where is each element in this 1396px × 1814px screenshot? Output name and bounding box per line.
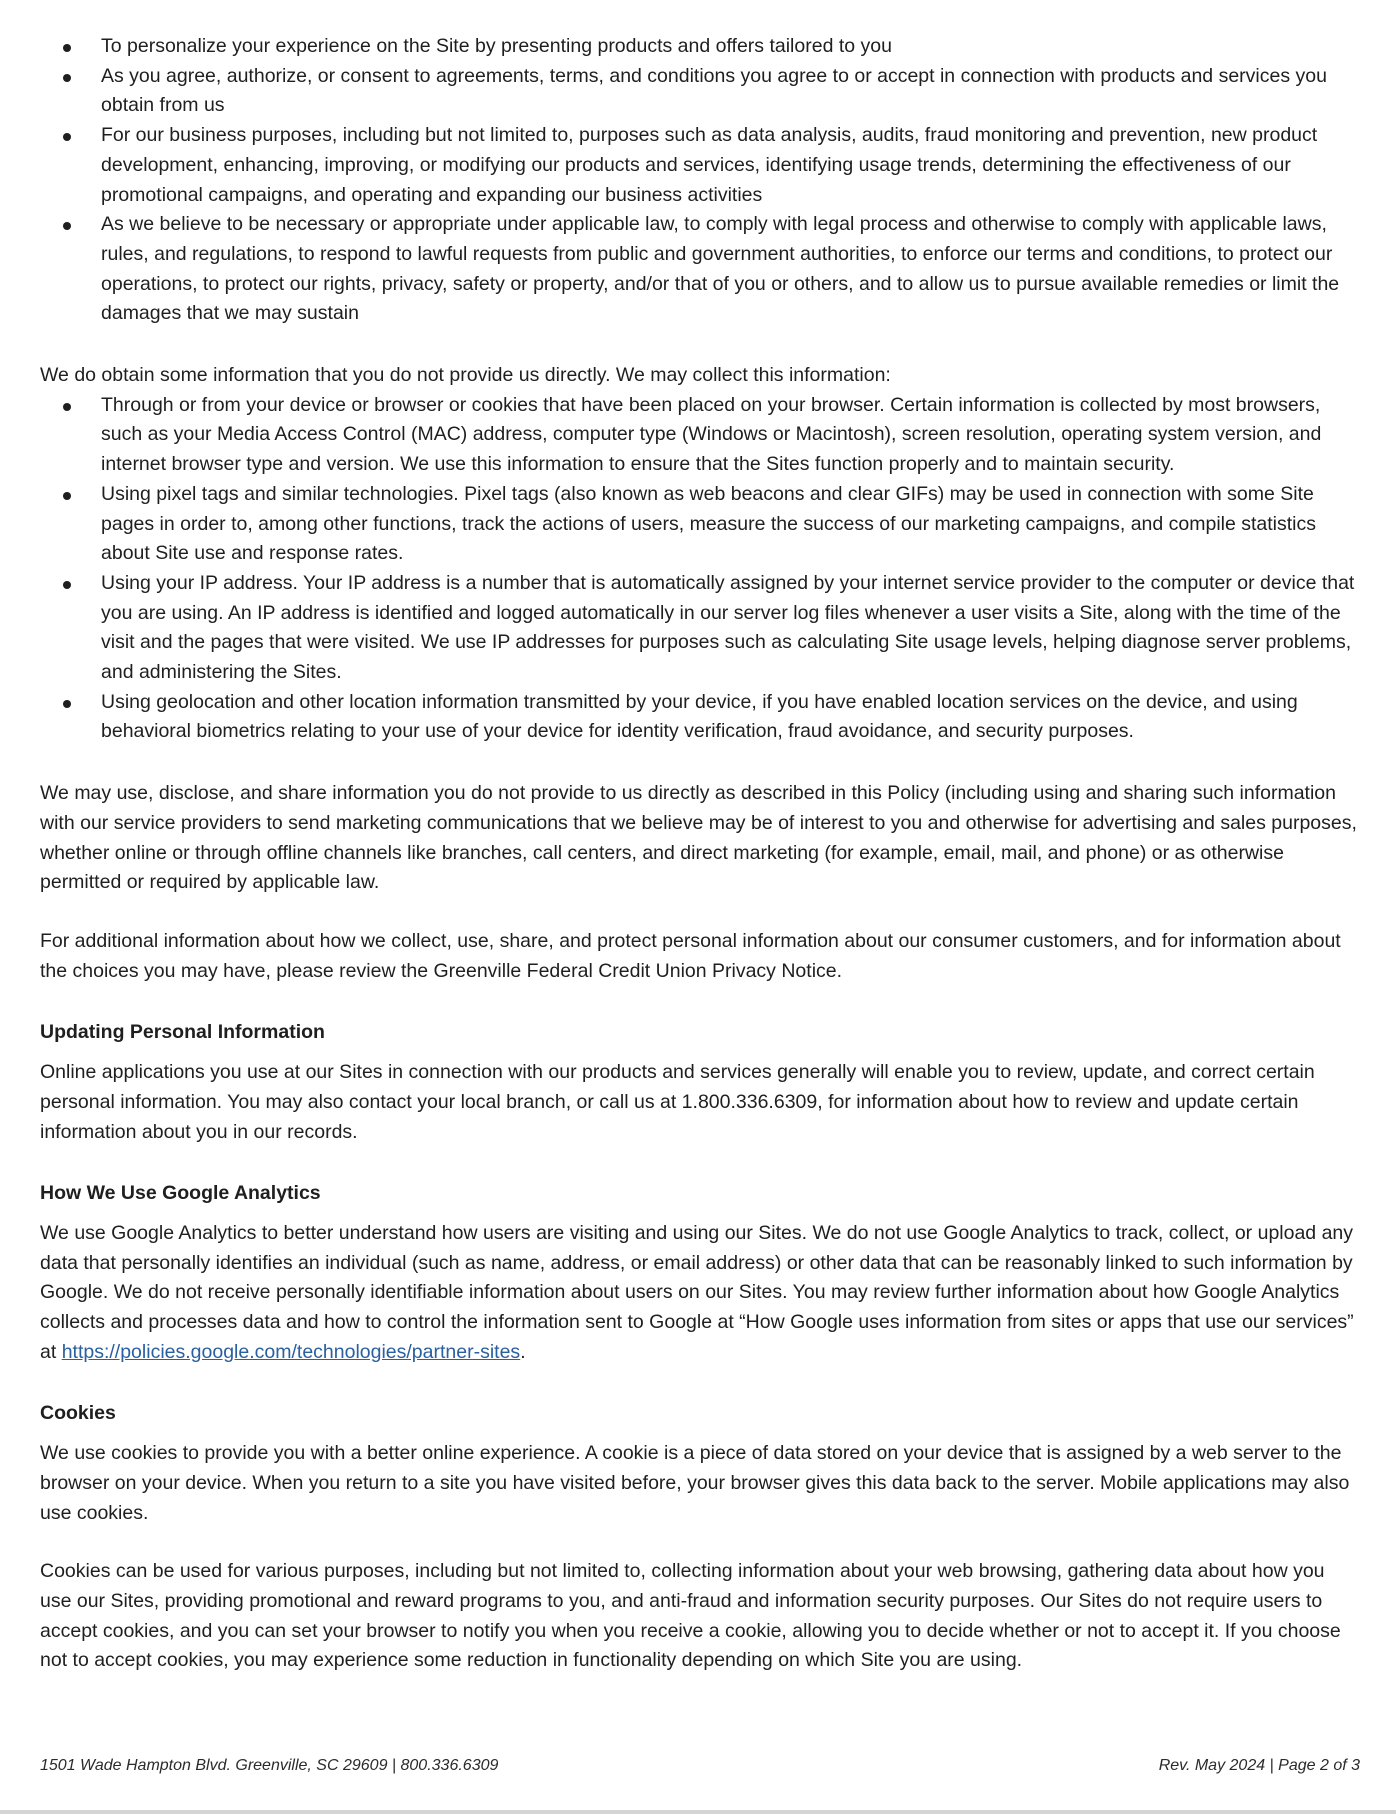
- list-item: Using your IP address. Your IP address is a number that is automatically assigned by your internet service provider to the computer or device that you are using. An IP address is identified and logged automatically in our server log files whenever a user visits a Site, along with the time of the visit and the pages that were visited. We use IP addresses for purposes such as calculating Site usage levels, helping diagnose server problems, and administering the Sites.: [40, 569, 1360, 688]
- footer-revision: Rev. May 2024 | Page 2 of 3: [1158, 1757, 1360, 1774]
- analytics-paragraph: We use Google Analytics to better understand how users are visiting and using our Sites. We do not use Google Analytics to track, collect, or upload any data that personally identifies an individual (such as name, address, or email address) or other data that can be reasonably linked to such information by Google. We do not receive personally identifiable information about users on our Sites. You may review further information about how Google Analytics collects and processes data and how to control the information sent to Google at “How Google uses information from sites or apps that use our services” at https://policies.google.com/technologies/partner-sites.: [40, 1221, 1354, 1363]
- bullet-icon: [63, 700, 71, 708]
- bullet-icon: [63, 492, 71, 500]
- page-bottom-divider: [0, 1810, 1396, 1814]
- bullet-icon: [63, 403, 71, 411]
- list-item: To personalize your experience on the Site by presenting products and offers tailored to you: [40, 32, 1360, 62]
- additional-info-paragraph: For additional information about how we collect, use, share, and protect personal information about our consumer customers, and for information about the choices you may have, please review the Greenville Federal Credit Union Privacy Notice.: [40, 929, 1341, 982]
- footer-address: 1501 Wade Hampton Blvd. Greenville, SC 29609 | 800.336.6309: [40, 1757, 499, 1774]
- obtain-methods-list: [40, 391, 1360, 747]
- google-partner-sites-link[interactable]: https://policies.google.com/technologies/partner-sites: [61, 1340, 521, 1363]
- updating-heading: Updating Personal Information: [40, 1021, 325, 1044]
- bullet-icon: [63, 44, 71, 52]
- cookies-heading: Cookies: [40, 1402, 116, 1425]
- use-purposes-list: [40, 32, 1360, 329]
- share-paragraph: We may use, disclose, and share information you do not provide to us directly as described in this Policy (including using and sharing such information with our service providers to send marketing communications that we believe may be of interest to you and otherwise for advertising and sales purposes, whether online or through offline channels like branches, call centers, and direct marketing (for example, email, mail, and phone) or as otherwise permitted or required by applicable law.: [40, 782, 1357, 894]
- bullet-icon: [63, 133, 71, 141]
- list-item: As we believe to be necessary or appropriate under applicable law, to comply with legal process and otherwise to comply with applicable laws, rules, and regulations, to respond to lawful requests from public and government authorities, to enforce our terms and conditions, to protect our operations, to protect our rights, privacy, safety or property, and/or that of you or others, and to allow us to pursue available remedies or limit the damages that we may sustain: [40, 210, 1360, 329]
- cookies-paragraph-2: Cookies can be used for various purposes, including but not limited to, collecting information about your web browsing, gathering data about how you use our Sites, providing promotional and reward programs to you, and anti-fraud and information security purposes. Our Sites do not require users to accept cookies, and you can set your browser to notify you when you receive a cookie, allowing you to decide whether or not to accept it. If you choose not to accept cookies, you may experience some reduction in functionality depending on which Site you are using.: [40, 1560, 1341, 1672]
- policy-page-body: [40, 32, 1360, 1676]
- bullet-icon: [63, 74, 71, 82]
- bullet-icon: [63, 581, 71, 589]
- list-item: Using geolocation and other location information transmitted by your device, if you have enabled location services on the device, and using behavioral biometrics relating to your use of your device for identity verification, fraud avoidance, and security purposes.: [40, 688, 1360, 747]
- updating-paragraph: Online applications you use at our Sites in connection with our products and services generally will enable you to review, update, and correct certain personal information. You may also contact your local branch, or call us at 1.800.336.6309, for information about how to review and update certain information about you in our records.: [40, 1061, 1315, 1143]
- bullet-icon: [63, 222, 71, 230]
- obtain-intro: We do obtain some information that you do not provide us directly. We may collect this information:: [40, 364, 891, 387]
- cookies-paragraph-1: We use cookies to provide you with a better online experience. A cookie is a piece of data stored on your device that is assigned by a web server to the browser on your device. When you return to a site you have visited before, your browser gives this data back to the server. Mobile applications may also use cookies.: [40, 1442, 1350, 1524]
- analytics-heading: How We Use Google Analytics: [40, 1182, 321, 1205]
- list-item: Through or from your device or browser or cookies that have been placed on your browser. Certain information is collected by most browsers, such as your Media Access Control (MAC) address, computer type (Windows or Macintosh), screen resolution, operating system version, and internet browser type and version. We use this information to ensure that the Sites function properly and to maintain security.: [40, 391, 1360, 480]
- list-item: As you agree, authorize, or consent to agreements, terms, and conditions you agree to or accept in connection with products and services you obtain from us: [40, 62, 1360, 121]
- list-item: Using pixel tags and similar technologies. Pixel tags (also known as web beacons and clear GIFs) may be used in connection with some Site pages in order to, among other functions, track the actions of users, measure the success of our marketing campaigns, and compile statistics about Site use and response rates.: [40, 480, 1360, 569]
- list-item: For our business purposes, including but not limited to, purposes such as data analysis, audits, fraud monitoring and prevention, new product development, enhancing, improving, or modifying our products and services, identifying usage trends, determining the effectiveness of our promotional campaigns, and operating and expanding our business activities: [40, 121, 1360, 210]
